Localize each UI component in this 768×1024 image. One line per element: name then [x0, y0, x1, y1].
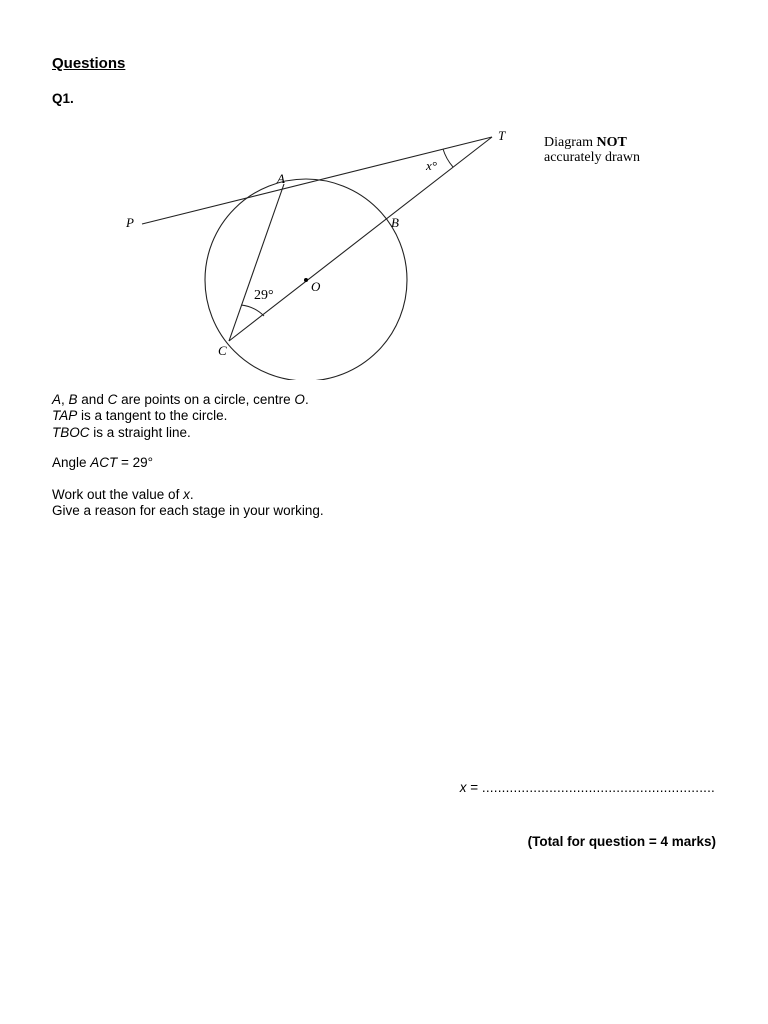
total-marks: (Total for question = 4 marks) — [527, 834, 716, 849]
statement-points — [52, 391, 309, 408]
statement-straight-line — [52, 424, 191, 441]
text-work-prefix: Work out the value of — [52, 487, 184, 502]
text-rest: are points on a circle, centre — [117, 392, 295, 407]
label-angle-29: 29° — [254, 288, 274, 303]
label-x-angle: x° — [426, 158, 437, 173]
var-tboc: TBOC — [52, 425, 90, 440]
question-number: Q1. — [52, 91, 74, 106]
diagram-note-normal: Diagram — [544, 135, 597, 150]
text-tangent: is a tangent to the circle. — [77, 408, 228, 423]
text-and: and — [77, 392, 108, 407]
text-angle-value: = 29° — [117, 455, 154, 470]
line-tboc — [229, 137, 492, 341]
diagram-note-line1 — [544, 135, 627, 150]
instruction-work-out — [52, 486, 194, 503]
statement-tangent — [52, 407, 227, 424]
var-x: x — [183, 487, 190, 502]
angle-arc-x — [443, 149, 453, 167]
text-straight: is a straight line. — [89, 425, 191, 440]
var-c: C — [107, 392, 118, 407]
var-a: A — [52, 392, 62, 407]
answer-var-x: x — [459, 780, 467, 795]
label-c: C — [218, 343, 227, 358]
text-work-end: . — [189, 487, 194, 502]
var-act: ACT — [90, 455, 118, 470]
centre-point — [304, 278, 308, 282]
var-b: B — [68, 392, 78, 407]
text-sep: , — [61, 392, 69, 407]
answer-dots: ........................................................... — [481, 780, 715, 795]
answer-equals: = — [466, 780, 482, 795]
label-o: O — [311, 279, 321, 294]
angle-arc-29 — [241, 305, 264, 316]
answer-line[interactable] — [460, 780, 715, 795]
diagram-note-line2: accurately drawn — [544, 150, 640, 165]
label-p: P — [126, 215, 134, 230]
text-angle-prefix: Angle — [52, 455, 91, 470]
tangent-line-tap — [142, 137, 492, 224]
diagram-note-bold: NOT — [596, 135, 627, 150]
label-t: T — [498, 128, 506, 143]
label-a: A — [277, 171, 285, 186]
chord-ac — [229, 184, 284, 341]
section-heading: Questions — [52, 55, 126, 72]
circle-theorem-diagram — [0, 0, 768, 380]
statement-angle — [52, 454, 153, 471]
label-b: B — [391, 215, 399, 230]
var-tap: TAP — [52, 408, 78, 423]
text-end: . — [304, 392, 309, 407]
var-o: O — [294, 392, 305, 407]
instruction-reasons: Give a reason for each stage in your working. — [52, 503, 324, 518]
